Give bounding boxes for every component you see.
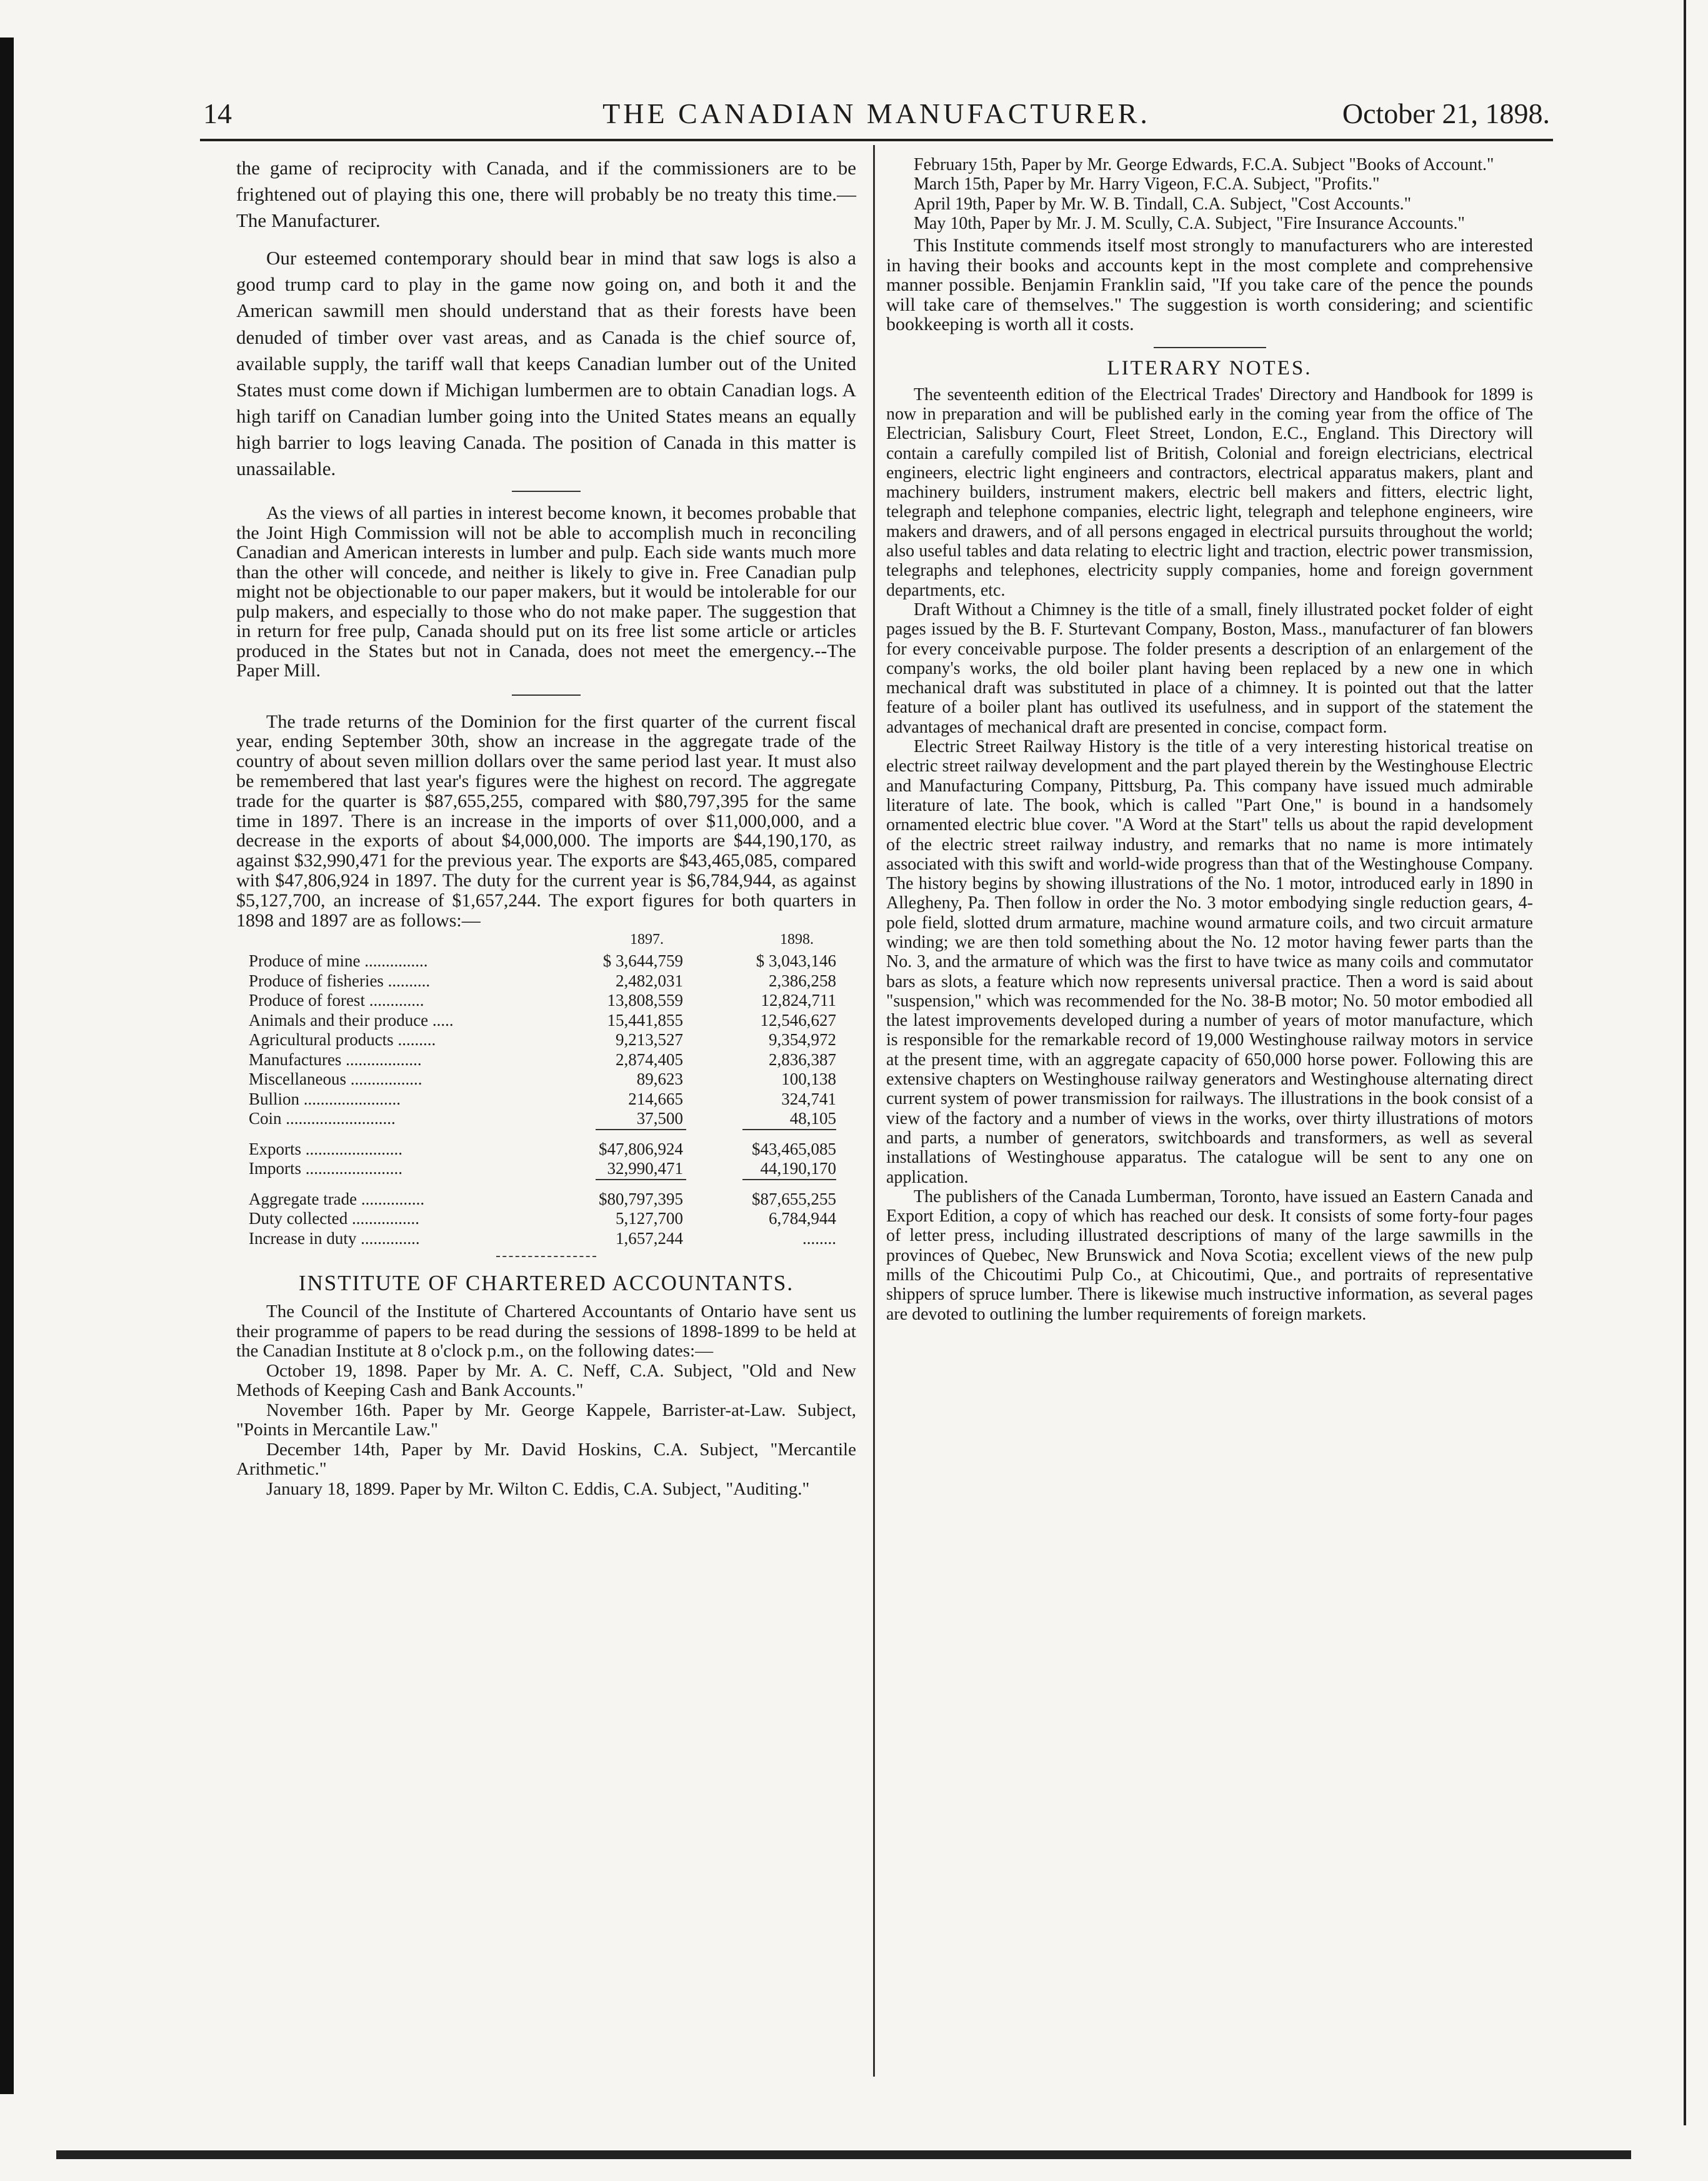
left-column bbox=[236, 155, 856, 1499]
table-row: Produce of forest ............. 13,808,559 12,824,711 bbox=[249, 991, 836, 1010]
year-1897-heading: 1897. bbox=[630, 931, 664, 948]
literary-note-directory: The seventeenth edition of the Electrical Trades' Directory and Handbook for 1899 is now in preparation and will be published early in the coming year from the office of The Electrician, Salisbury Court, Fleet Street, London, E.C., England. This Directory will contain a carefully compiled list of British, Colonial and foreign electricians, electrical engineers, electric light engineers and contractors, electrical apparatus makers, plant and machinery builders, instrument makers, electric bell makers and fitters, electric light, telegraph and telephone companies, electric light, telegraph and telephone engineers, wire makers and drawers, and of all persons engaged in electrical pursuits throughout the world; also useful tables and data relating to electric light and traction, electric power transmission, telegraphs and telephones, electricity supply companies, home and foreign government departments, etc. bbox=[886, 384, 1533, 600]
sum-rule bbox=[249, 1179, 856, 1181]
publication-title: THE CANADIAN MANUFACTURER. bbox=[602, 98, 1151, 129]
programme-item: March 15th, Paper by Mr. Harry Vigeon, F.C.A. Subject, "Profits." bbox=[914, 174, 1380, 194]
programme-item: May 10th, Paper by Mr. J. M. Scully, C.A. Subject, "Fire Insurance Accounts." bbox=[914, 213, 1465, 233]
table-row: Miscellaneous ................. 89,623 100,138 bbox=[249, 1070, 836, 1089]
table-row: Manufactures .................. 2,874,405 2,836,387 bbox=[249, 1050, 836, 1069]
table-row-increase: Increase in duty .............. 1,657,244 ........ bbox=[249, 1228, 836, 1248]
institute-heading: INSTITUTE OF CHARTERED ACCOUNTANTS. bbox=[298, 1271, 794, 1296]
programme-item: February 15th, Paper by Mr. George Edwards, F.C.A. Subject "Books of Account." bbox=[914, 155, 1494, 174]
table-row: Produce of mine ............... $ 3,644,759 $ 3,043,146 bbox=[249, 951, 836, 971]
programme-item: April 19th, Paper by Mr. W. B. Tindall, C.A. Subject, "Cost Accounts." bbox=[914, 194, 1412, 214]
table-row: Bullion ....................... 214,665 324,741 bbox=[249, 1089, 836, 1108]
header-rule bbox=[200, 139, 1553, 141]
year-1898-heading: 1898. bbox=[780, 931, 814, 948]
literary-note-draft: Draft Without a Chimney is the title of a small, finely illustrated pocket folder of eight pages issued by the B. F. Sturtevant Company, Boston, Mass., manufacturer of fan blowers for every conceivable purpose. The folder presents a description of an enlargement of the company's works, the old boiler plant having been replaced by a new one in which mechanical draft was substituted in place of a chimney. It is pointed out that the latter feature of a boiler plant has outlived its usefulness, and in support of the statement the advantages of mechanical draft are presented in concise, compact form. bbox=[886, 599, 1533, 737]
article-joint-commission: As the views of all parties in interest become known, it becomes probable that the Joint High Commission will not be able to accomplish much in reconciling Canadian and American interests in lumber and pulp. Each side wants much more than the other will concede, and neither is likely to give in. Free Canadian pulp might not be objectionable to our paper makers, but it would be intolerable for our pulp makers, and especially to those who do not make paper. The suggestion that in return for free pulp, Canada should put on its free list some article or articles produced in the States but not in Canada, does not meet the emergency.--The Paper Mill. bbox=[236, 503, 856, 681]
programme-item: December 14th, Paper by Mr. David Hoskins, C.A. Subject, "Mercantile Arithmetic." bbox=[236, 1439, 856, 1480]
programme-item: January 18, 1899. Paper by Mr. Wilton C. Eddis, C.A. Subject, "Auditing." bbox=[266, 1478, 810, 1499]
programme-item: October 19, 1898. Paper by Mr. A. C. Neff, C.A. Subject, "Old and New Methods of Keeping Cash and Bank Accounts." bbox=[236, 1360, 856, 1401]
page-edge-bottom bbox=[56, 2150, 1631, 2159]
literary-notes-heading: LITERARY NOTES. bbox=[1107, 356, 1312, 379]
page-edge-right bbox=[1684, 0, 1686, 2125]
separator bbox=[512, 491, 581, 492]
separator bbox=[496, 1256, 596, 1257]
right-column bbox=[886, 155, 1533, 1324]
article-saw-logs: Our esteemed contemporary should bear in mind that saw logs is also a good trump card to play in the game now going on, and both it and the American sawmill men should understand that as their forests have been denuded of timber over vast areas, and as Canada is the chief source of, available supply, the tariff wall that keeps Canadian lumber out of the United States must come down if Michigan lumbermen are to obtain Canadian logs. A high tariff on Canadian lumber going into the United States means an equally high barrier to logs leaving Canada. The position of Canada in this matter is unassailable. bbox=[236, 247, 856, 480]
literary-note-railway-history: Electric Street Railway History is the title of a very interesting historical treatise on electric street railway development and the part played therein by the Westinghouse Electric and Manufacturing Company, Pittsburg, Pa. This company have issued much admirable literature of late. The book, which is called "Part One," is bound in a handsomely ornamented electric blue cover. "A Word at the Start" tells us about the rapid development of the electric street railway industry, and remarks that no name is more intimately associated with this swift and world-wide progress than that of the Westinghouse Company. The history begins by showing illustrations of the No. 1 motor, introduced early in 1890 in Allegheny, Pa. Then follow in order the No. 3 motor embodying single reduction gears, 4-pole field, slotted drum armature, machine wound armature coils, and two circuit armature winding; we are then told something about the No. 12 motor having fewer parts than the No. 3, and the armature of which was the first to have twice as many coils and commutator bars as slots, a feature which now represents universal practice. Then a word is said about "suspension," which was recommended for the No. 38-B motor; No. 50 motor embodied all the latest improvements developed during a number of years of motor manufacture, which is responsible for the remarkable record of 19,000 Westinghouse railway motors in service at the present time, with an aggregate capacity of 650,000 horse power. Following this are extensive chapters on Westinghouse railway generators and Westinghouse alternating direct current system of power transmission for railways. The illustrations in the book consist of a view of the factory and a number of views in the works, over thirty illustrations of motors and parts, a number of generators, switchboards and transformers, as well as several installations of Westinghouse apparatus. The catalogue will be sent to any one on application. bbox=[886, 737, 1533, 1187]
programme-item: November 16th. Paper by Mr. George Kappele, Barrister-at-Law. Subject, "Points in Mercantile Law." bbox=[236, 1400, 856, 1440]
table-row-exports: Exports ....................... $47,806,924 $43,465,085 bbox=[249, 1139, 836, 1158]
column-divider bbox=[873, 145, 875, 2077]
table-row-duty: Duty collected ................ 5,127,700 6,784,944 bbox=[249, 1209, 836, 1228]
institute-intro: The Council of the Institute of Chartered Accountants of Ontario have sent us their programme of papers to be read during the sessions of 1898-1899 to be held at the Canadian Institute at 8 o'clock p.m., on the following dates:— bbox=[236, 1301, 856, 1361]
institute-conclusion: This Institute commends itself most strongly to manufacturers who are interested in having their books and accounts kept in the most complete and comprehensive manner possible. Benjamin Franklin said, "If you take care of the pence the pounds will take care of themselves." The suggestion is worth considering; and scientific bookkeeping is worth all it costs. bbox=[886, 235, 1533, 335]
scan-edge-left bbox=[0, 38, 14, 2094]
table-row: Coin .......................... 37,500 48,105 bbox=[249, 1109, 836, 1128]
article-reciprocity-end: the game of reciprocity with Canada, and if the commissioners are to be frightened out of playing this one, there will probably be no treaty this time.—The Manufacturer. bbox=[236, 157, 856, 232]
table-row: Produce of fisheries .......... 2,482,031 2,386,258 bbox=[249, 971, 836, 990]
sum-rule bbox=[249, 1129, 856, 1131]
page-number: 14 bbox=[203, 98, 232, 129]
separator bbox=[1154, 347, 1266, 348]
page-header bbox=[203, 97, 1550, 141]
separator bbox=[512, 694, 581, 696]
table-row: Animals and their produce ..... 15,441,855 12,546,627 bbox=[249, 1010, 836, 1030]
table-row: Agricultural products ......... 9,213,527 9,354,972 bbox=[249, 1030, 836, 1050]
literary-note-lumberman: The publishers of the Canada Lumberman, Toronto, have issued an Eastern Canada and Export Edition, a copy of which has reached our desk. It consists of some forty-four pages of letter press, including illustrated descriptions of many of the large sawmills in the provinces of Quebec, New Brunswick and Nova Scotia; excellent views of the new pulp mills of the Chicoutimi Pulp Co., at Chicoutimi, Que., and portraits of representative shippers of spruce lumber. There is likewise much instructive information, as several pages are devoted to outlining the lumber requirements of foreign markets. bbox=[886, 1186, 1533, 1324]
table-row-aggregate: Aggregate trade ............... $80,797,395 $87,655,255 bbox=[249, 1189, 836, 1208]
table-row-imports: Imports ....................... 32,990,471 44,190,170 bbox=[249, 1159, 836, 1178]
table-header bbox=[249, 931, 856, 951]
article-trade-returns: The trade returns of the Dominion for the first quarter of the current fiscal year, ending September 30th, show an increase in the aggregate trade of the country of about seven million dollars over the same period last year. It must also be remembered that last year's figures were the highest on record. The aggregate trade for the quarter is $87,655,255, compared with $80,797,395 for the same time in 1897. There is an increase in the imports of over $11,000,000, and a decrease in the exports of about $4,000,000. The imports are $44,190,170, as against $32,990,471 for the previous year. The exports are $43,465,085, compared with $47,806,924 in 1897. The duty for the current year is $6,784,944, as against $5,127,700, an increase of $1,657,244. The export figures for both quarters in 1898 and 1897 are as follows:— bbox=[236, 711, 856, 931]
trade-table bbox=[236, 931, 856, 1248]
issue-date: October 21, 1898. bbox=[1342, 98, 1550, 129]
